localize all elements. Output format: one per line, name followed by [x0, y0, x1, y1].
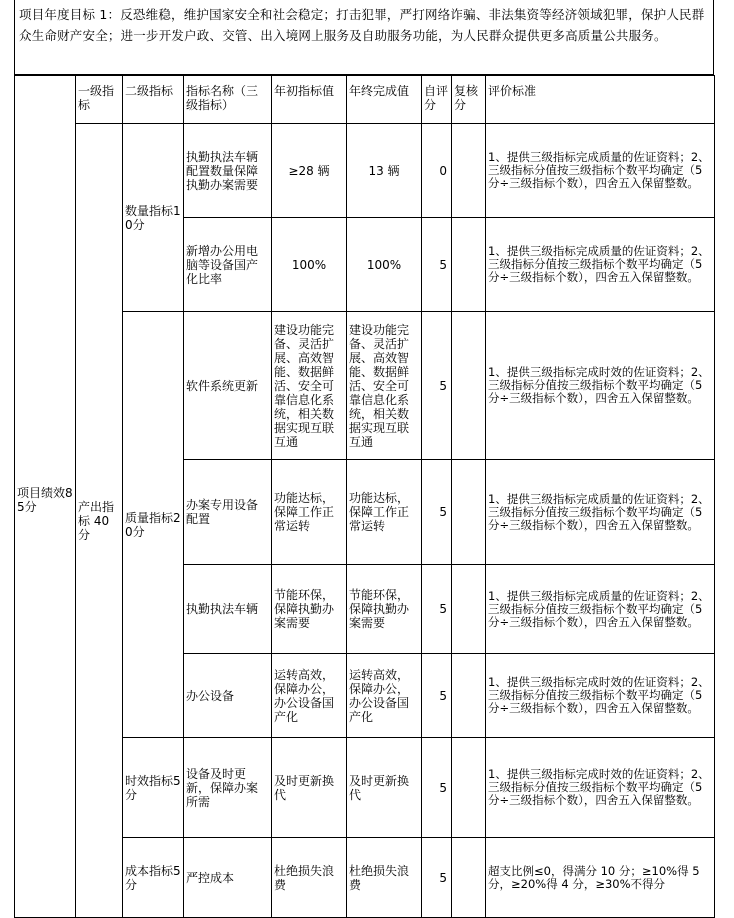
row-final: 节能环保，保障执勤办案需要: [347, 565, 422, 654]
row-final: 100%: [347, 218, 422, 312]
row-review-score: [452, 838, 486, 918]
document: [14, 0, 714, 918]
header-final: 年终完成值: [347, 76, 422, 124]
row-self-score: 5: [422, 838, 452, 918]
row-standard: 1、提供三级指标完成时效的佐证资料；2、三级指标分值按三级指标个数平均确定（5分÷三级指标个数），四舍五入保留整数。: [486, 738, 715, 838]
group-quantity: 数量指标10分: [123, 124, 184, 312]
row-initial: ≥28 辆: [272, 124, 347, 218]
row-name: 设备及时更新，保障办案所需: [184, 738, 272, 838]
row-review-score: [452, 218, 486, 312]
row-initial: 杜绝损失浪费: [272, 838, 347, 918]
row-standard: 1、提供三级指标完成质量的佐证资料；2、三级指标分值按三级指标个数平均确定（5分÷三级指标个数），四舍五入保留整数。: [486, 124, 715, 218]
row-final: 13 辆: [347, 124, 422, 218]
row-name: 办公设备: [184, 654, 272, 738]
row-standard: 1、提供三级指标完成质量的佐证资料；2、三级指标分值按三级指标个数平均确定（5分÷三级指标个数），四舍五入保留整数。: [486, 565, 715, 654]
row-self-score: 0: [422, 124, 452, 218]
row-name: 新增办公用电脑等设备国产化比率: [184, 218, 272, 312]
row-self-score: 5: [422, 218, 452, 312]
row-initial: 建设功能完备、灵活扩展、高效智能、数据鲜活、安全可靠信息化系统，相关数据实现互联互通: [272, 312, 347, 460]
row-standard: 1、提供三级指标完成质量的佐证资料；2、三级指标分值按三级指标个数平均确定（5分÷三级指标个数），四舍五入保留整数。: [486, 218, 715, 312]
header-level2: 二级指标: [123, 76, 184, 124]
row-initial: 功能达标，保障工作正常运转: [272, 460, 347, 565]
row-final: 及时更新换代: [347, 738, 422, 838]
header-self-score: 自评分: [422, 76, 452, 124]
row-review-score: [452, 738, 486, 838]
performance-table: [14, 75, 715, 918]
row-standard: 超支比例≤0，得满分 10 分；≥10%得 5 分，≥20%得 4 分，≥30%不得分: [486, 838, 715, 918]
row-self-score: 5: [422, 738, 452, 838]
header-row: [15, 76, 715, 124]
row-review-score: [452, 460, 486, 565]
row-standard: 1、提供三级指标完成时效的佐证资料；2、三级指标分值按三级指标个数平均确定（5分÷三级指标个数），四舍五入保留整数。: [486, 654, 715, 738]
header-standard: 评价标准: [486, 76, 715, 124]
group-quality: 质量指标20分: [123, 312, 184, 738]
row-review-score: [452, 565, 486, 654]
row-name: 执勤执法车辆: [184, 565, 272, 654]
row-initial: 及时更新换代: [272, 738, 347, 838]
row-standard: 1、提供三级指标完成质量的佐证资料；2、三级指标分值按三级指标个数平均确定（5分÷三级指标个数），四舍五入保留整数。: [486, 460, 715, 565]
table-row: [15, 124, 715, 218]
row-initial: 节能环保，保障执勤办案需要: [272, 565, 347, 654]
group-timeliness: 时效指标5分: [123, 738, 184, 838]
project-performance-cell: 项目绩效85分: [15, 76, 76, 918]
row-review-score: [452, 654, 486, 738]
row-name: 办案专用设备配置: [184, 460, 272, 565]
header-initial: 年初指标值: [272, 76, 347, 124]
group-cost: 成本指标5分: [123, 838, 184, 918]
row-name: 严控成本: [184, 838, 272, 918]
row-initial: 100%: [272, 218, 347, 312]
project-goal: 项目年度目标 1：反恐维稳，维护国家安全和社会稳定；打击犯罪，严打网络诈骗、非法集资等经济领域犯罪，保护人民群众生命财产安全；进一步开发户政、交管、出入境网上服务及自助服务功能，为人民群众提供更多高质量公共服务。: [14, 0, 714, 75]
row-final: 杜绝损失浪费: [347, 838, 422, 918]
header-review-score: 复核分: [452, 76, 486, 124]
row-review-score: [452, 124, 486, 218]
row-self-score: 5: [422, 654, 452, 738]
row-standard: 1、提供三级指标完成时效的佐证资料；2、三级指标分值按三级指标个数平均确定（5分÷三级指标个数），四舍五入保留整数。: [486, 312, 715, 460]
row-initial: 运转高效，保障办公，办公设备国产化: [272, 654, 347, 738]
row-final: 建设功能完备、灵活扩展、高效智能、数据鲜活、安全可靠信息化系统，相关数据实现互联互通: [347, 312, 422, 460]
header-level1: 一级指标: [76, 76, 123, 124]
output-indicator-cell: 产出指标 40分: [76, 124, 123, 918]
row-final: 运转高效，保障办公，办公设备国产化: [347, 654, 422, 738]
row-self-score: 5: [422, 460, 452, 565]
row-name: 软件系统更新: [184, 312, 272, 460]
row-review-score: [452, 312, 486, 460]
row-self-score: 5: [422, 312, 452, 460]
row-final: 功能达标，保障工作正常运转: [347, 460, 422, 565]
header-name: 指标名称（三级指标）: [184, 76, 272, 124]
row-self-score: 5: [422, 565, 452, 654]
row-name: 执勤执法车辆配置数量保障执勤办案需要: [184, 124, 272, 218]
